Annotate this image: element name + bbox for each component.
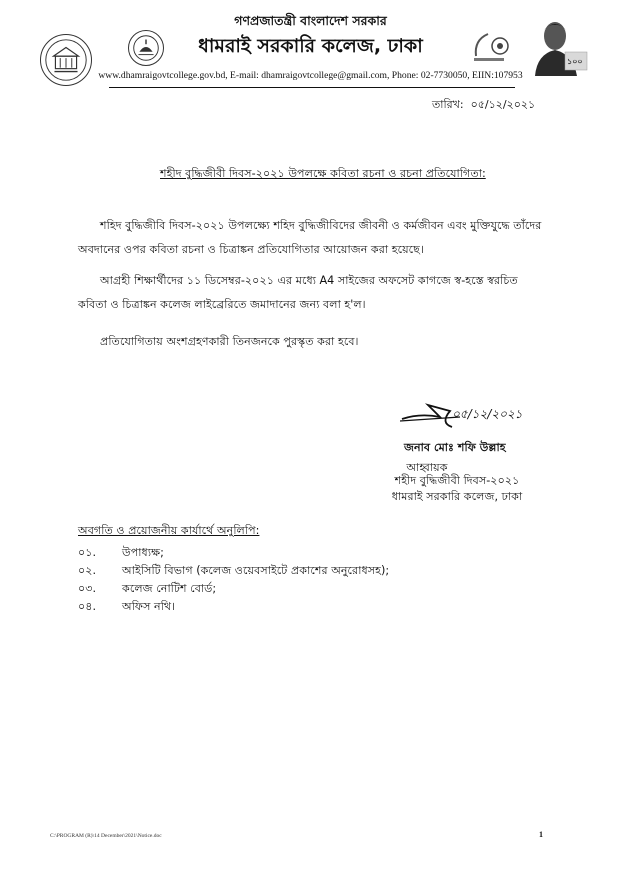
contact-line: www.dhamraigovtcollege.gov.bd, E-mail: dhamraigovtcollege@gmail.com, Phone: 02-7730050, EIIN:107953: [98, 70, 523, 81]
body-paragraph-2: আগ্রহী শিক্ষার্থীদের ১১ ডিসেম্বর-২০২১ এর মধ্যে A4 সাইজের অফসেট কাগজে স্ব-হস্তে স্বরচিত কবিতা ও চিত্রাঙ্কন কলেজ লাইব্রেরিতে জমাদানের জন্য বলা হ'ল।: [78, 274, 518, 311]
signatory-role: আহ্বায়ক: [406, 461, 448, 474]
list-item: [78, 598, 175, 617]
notice-subject: শহীদ বুদ্ধিজীবী দিবস-২০২১ উপলক্ষে কবিতা রচনা ও রচনা প্রতিযোগিতা:: [160, 167, 486, 180]
college-title: ধামরাই সরকারি কলেজ, ঢাকা: [198, 35, 423, 57]
government-title: গণপ্রজাতন্ত্রী বাংলাদেশ সরকার: [234, 13, 387, 28]
list-text: অফিস নথি।: [122, 600, 176, 613]
signatory-name: জনাব মোঃ শফি উল্লাহ: [404, 441, 506, 454]
list-text: আইসিটি বিভাগ (কলেজ ওয়েবসাইটে প্রকাশের অনুরোধসহ);: [122, 564, 390, 577]
list-number: ০২.: [78, 564, 97, 577]
date-label: তারিখ:: [432, 98, 464, 111]
notice-date: [432, 96, 535, 115]
list-number: ০৪.: [78, 600, 97, 613]
svg-text:১০০: ১০০: [567, 57, 583, 66]
list-item: [78, 580, 216, 599]
list-text: কলেজ নোটিশ বোর্ড;: [122, 582, 217, 595]
list-number: ০৩.: [78, 582, 97, 595]
signature-date: ০৫/১২/২০২১: [452, 407, 523, 421]
body-paragraph-3: প্রতিযোগিতায় অংশগ্রহণকারী তিনজনকে পুরস্কৃত করা হবে।: [100, 335, 359, 348]
list-item: [78, 562, 389, 581]
copies-title: অবগতি ও প্রয়োজনীয় কার্যার্থে অনুলিপি:: [78, 524, 260, 537]
date-value: ০৫/১২/২০২১: [470, 98, 536, 111]
list-text: উপাধ্যক্ষ;: [122, 546, 164, 559]
page-number: 1: [539, 830, 543, 839]
list-item: [78, 544, 164, 563]
body-paragraph-1: শহিদ বুদ্ধিজীবি দিবস-২০২১ উপলক্ষ্যে শহিদ বুদ্ধিজীবিদের জীবনী ও কর্মজীবন এবং মুক্তিযুদ্ধে তাঁদের অবদানের ওপর কবিতা রচনা ও চিত্রাঙ্কন প্রতিযোগিতার আয়োজন করা হয়েছে।: [78, 219, 542, 256]
signatory-college: ধামরাই সরকারি কলেজ, ঢাকা: [391, 490, 523, 503]
list-number: ০১.: [78, 546, 97, 559]
file-path: C:\PROGRAM (R)\14 December\2021\Notice.doc: [50, 833, 162, 839]
header-divider: [109, 87, 515, 88]
committee-name: শহীদ বুদ্ধিজীবী দিবস-২০২১: [394, 474, 520, 487]
